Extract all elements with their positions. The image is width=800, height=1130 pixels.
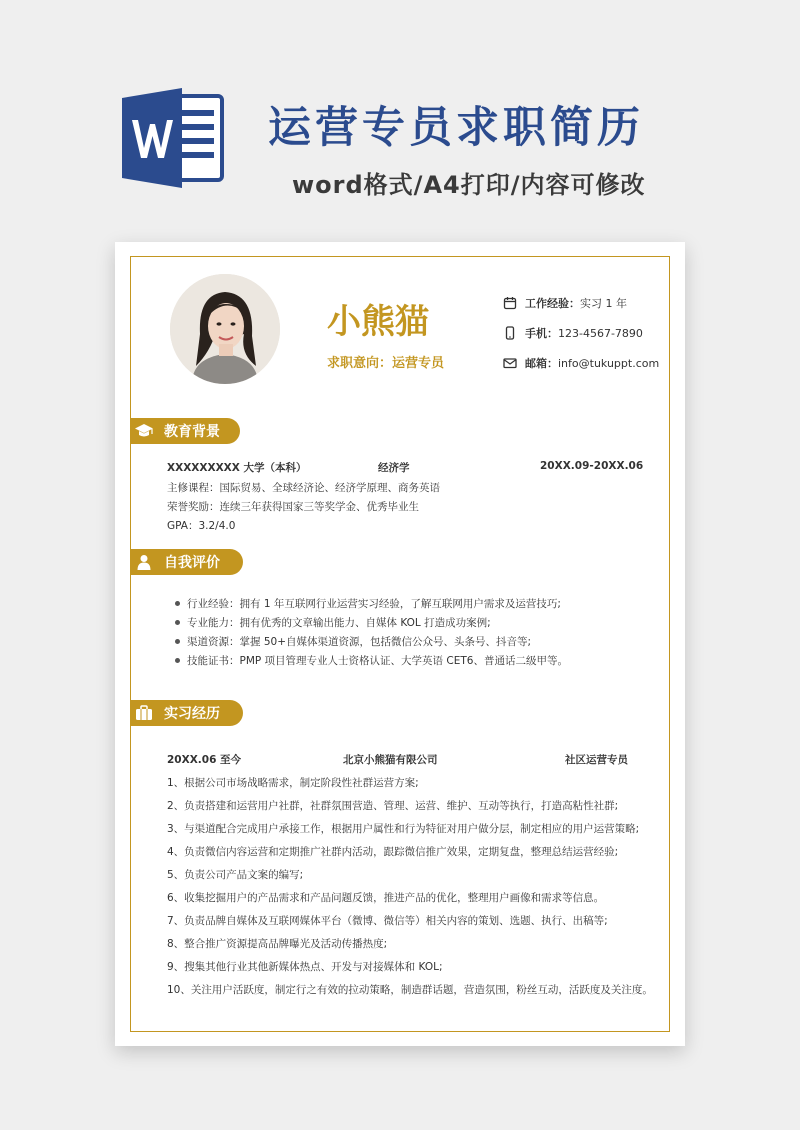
education-awards: 荣誉奖励：连续三年获得国家三等奖学金、优秀毕业生 (167, 501, 419, 513)
experience-label: 工作经验： (525, 297, 580, 310)
self-item: 技能证书：PMP 项目管理专业人士资格认证、大学英语 CET6、普通话二级甲等。 (187, 655, 568, 667)
email-value: info@tukuppt.com (558, 356, 660, 370)
internship-item: 2、负责搭建和运营用户社群，社群氛围营造、管理、运营、维护、互动等执行，打造高粘性社群; (167, 800, 619, 812)
graduation-cap-icon (130, 418, 158, 444)
bullet (175, 620, 180, 625)
internship-item: 5、负责公司产品文案的编写; (167, 869, 304, 881)
resume-page (115, 242, 685, 1046)
job-intent: 求职意向：运营专员 (327, 356, 445, 371)
internship-item: 8、整合推广资源提高品牌曝光及活动传播热度; (167, 938, 388, 950)
phone-icon (503, 326, 517, 340)
internship-item: 1、根据公司市场战略需求，制定阶段性社群运营方案; (167, 777, 419, 789)
internship-heading (130, 700, 243, 726)
self-item: 行业经验：拥有 1 年互联网行业运营实习经验，了解互联网用户需求及运营技巧; (187, 598, 561, 610)
internship-item: 3、与渠道配合完成用户承接工作，根据用户属性和行为特征对用户做分层，制定相应的用户运营策略; (167, 823, 640, 835)
internship-item: 4、负责微信内容运营和定期推广社群内活动，跟踪微信推广效果，定期复盘，整理总结运营经验; (167, 846, 619, 858)
bullet (175, 601, 180, 606)
education-period: 20XX.09-20XX.06 (540, 460, 644, 472)
email-icon (503, 356, 517, 370)
education-heading (130, 418, 240, 444)
avatar (170, 274, 280, 384)
education-school: XXXXXXXXX 大学（本科） (167, 462, 307, 474)
internship-company: 北京小熊猫有限公司 (343, 754, 438, 766)
phone-row (503, 325, 643, 341)
experience-value: 实习 1 年 (580, 297, 627, 310)
bullet (175, 639, 180, 644)
self-item: 渠道资源：掌握 50+自媒体渠道资源，包括微信公众号、头条号、抖音等; (187, 636, 532, 648)
briefcase-icon (130, 700, 158, 726)
email-label: 邮箱： (525, 357, 558, 370)
internship-heading-label: 实习经历 (164, 706, 220, 722)
internship-item: 10、关注用户活跃度，制定行之有效的拉动策略，制造群话题，营造氛围，粉丝互动，活跃度及关注度。 (167, 984, 653, 996)
internship-role: 社区运营专员 (565, 754, 628, 766)
phone-label: 手机： (525, 327, 558, 340)
email-row (503, 355, 659, 371)
calendar-icon (503, 296, 517, 310)
user-icon (130, 549, 158, 575)
self-evaluation-heading-label: 自我评价 (164, 555, 220, 571)
education-gpa: GPA：3.2/4.0 (167, 520, 236, 532)
education-courses: 主修课程：国际贸易、全球经济论、经济学原理、商务英语 (167, 482, 440, 494)
internship-item: 7、负责品牌自媒体及互联网媒体平台（微博、微信等）相关内容的策划、选题、执行、出稿等; (167, 915, 608, 927)
phone-value: 123-4567-7890 (558, 326, 643, 340)
word-icon (118, 86, 226, 190)
self-evaluation-heading (130, 549, 243, 575)
internship-item: 6、收集挖掘用户的产品需求和产品问题反馈，推进产品的优化，整理用户画像和需求等信息。 (167, 892, 605, 904)
hero-title: 运营专员求职简历 (268, 103, 644, 153)
internship-period: 20XX.06 至今 (167, 754, 242, 766)
education-heading-label: 教育背景 (164, 424, 220, 440)
bullet (175, 658, 180, 663)
self-item: 专业能力：拥有优秀的文章输出能力、自媒体 KOL 打造成功案例; (187, 617, 491, 629)
hero-subtitle: word格式/A4打印/内容可修改 (292, 171, 646, 199)
internship-item: 9、搜集其他行业其他新媒体热点、开发与对接媒体和 KOL; (167, 961, 443, 973)
education-major: 经济学 (378, 462, 410, 474)
experience-row (503, 295, 627, 311)
candidate-name: 小熊猫 (327, 302, 429, 342)
